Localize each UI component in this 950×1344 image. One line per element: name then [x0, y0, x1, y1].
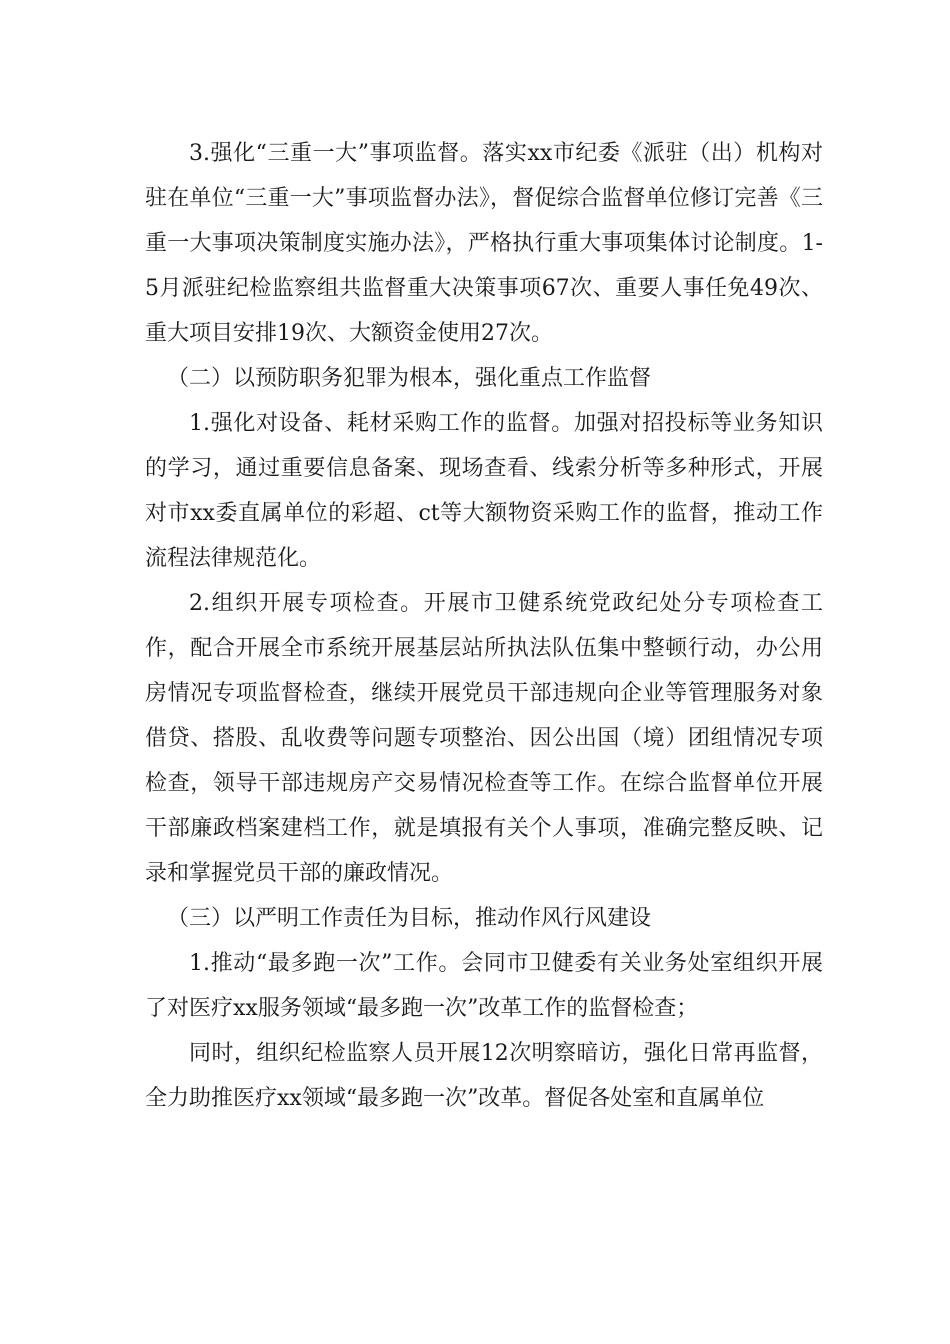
paragraph-run-at-most-once: 1.推动“最多跑一次”工作。会同市卫健委有关业务处室组织开展了对医疗xx服务领域“最多跑一次”改革工作的监督检查； [145, 951, 823, 1021]
paragraph-procurement-supervision: 1.强化对设备、耗材采购工作的监督。加强对招投标等业务知识的学习，通过重要信息备案、现场查看、线索分析等多种形式，开展对市xx委直属单位的彩超、ct等大额物资采购工作的监督，推动工作流程法律规范化。 [145, 411, 823, 571]
document-body [145, 131, 823, 1121]
paragraph-special-inspection: 2.组织开展专项检查。开展市卫健系统党政纪处分专项检查工作，配合开展全市系统开展基层站所执法队伍集中整顿行动，办公用房情况专项监督检查，继续开展党员干部违规向企业等管理服务对象借贷、搭股、乱收费等问题专项整治、因公出国（境）团组情况专项检查，领导干部违规房产交易情况检查等工作。在综合监督单位开展干部廉政档案建档工作，就是填报有关个人事项，准确完整反映、记录和掌握党员干部的廉政情况。 [145, 591, 823, 886]
section-heading-3: （三）以严明工作责任为目标，推动作风行风建设 [167, 906, 652, 931]
paragraph-unannounced-visits: 同时，组织纪检监察人员开展12次明察暗访，强化日常再监督，全力助推医疗xx领域“最多跑一次”改革。督促各处室和直属单位 [145, 1041, 823, 1111]
section-heading-2: （二）以预防职务犯罪为根本，强化重点工作监督 [167, 366, 652, 391]
paragraph-three-major-one-large: 3.强化“三重一大”事项监督。落实xx市纪委《派驻（出）机构对驻在单位“三重一大”事项监督办法》，督促综合监督单位修订完善《三重一大事项决策制度实施办法》，严格执行重大事项集体讨论制度。1-5月派驻纪检监察组共监督重大决策事项67次、重要人事任免49次、重大项目安排19次、大额资金使用27次。 [145, 141, 823, 346]
